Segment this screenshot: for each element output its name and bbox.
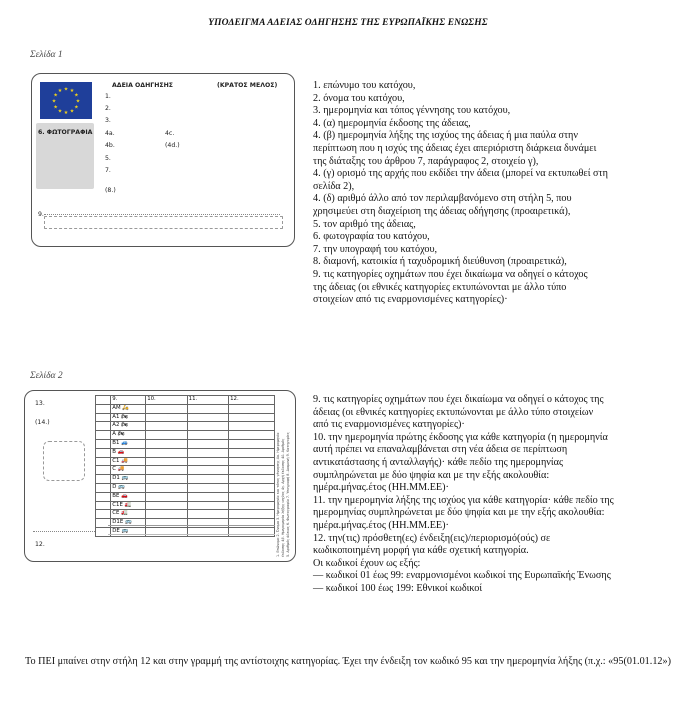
- grid-cell: [229, 431, 275, 440]
- page1-desc-line: 9. τις κατηγορίες οχημάτων που έχει δικαίωμα να οδηγεί ο κάτοχος: [313, 268, 588, 280]
- grid-cell: [187, 431, 228, 440]
- grid-cell: [146, 466, 187, 475]
- grid-cell: [96, 492, 111, 501]
- bus-icon: 🚌: [118, 483, 125, 490]
- grid-cell: [146, 483, 187, 492]
- grid-cell: [146, 439, 187, 448]
- page1-desc-line: περίπτωση που η ισχύς της άδειας έχει απεριόριστη διάρκεια δυνάμει: [313, 142, 597, 154]
- category-label: AM: [112, 404, 121, 411]
- category-b1: [111, 439, 146, 448]
- category-label: A: [112, 431, 116, 438]
- grid-cell: [229, 439, 275, 448]
- field-4c: 4c.: [165, 130, 175, 137]
- grid-cell: [229, 413, 275, 422]
- page2-label: Σελίδα 2: [30, 371, 63, 381]
- page1-label: Σελίδα 1: [30, 50, 63, 60]
- side-legend-line: 5. Αριθμός άδειας 6. Φωτογραφία 7. Υπογραφή 8. Διαμονή 9. Κατηγορίες: [286, 432, 291, 557]
- page2-description: [313, 394, 614, 596]
- field-9: 9.: [38, 211, 44, 218]
- category-am: [111, 404, 146, 413]
- page2-desc-line: αυτή πρέπει να επαναλαμβάνεται στη νέα άδεια σε περίπτωση: [313, 444, 568, 456]
- grid-cell: [187, 448, 228, 457]
- page1-desc-line: 1. επώνυμο του κατόχου,: [313, 80, 416, 91]
- motorcycle-icon: 🏍: [121, 422, 128, 429]
- bus-trailer-icon: 🚌: [124, 519, 132, 526]
- field-1: 1.: [105, 93, 111, 100]
- svg-text:★: ★: [74, 92, 79, 99]
- svg-text:★: ★: [57, 88, 63, 94]
- col-9-header: 9.: [111, 396, 146, 405]
- page2-desc-line: 9. τις κατηγορίες οχημάτων που έχει δικαίωμα να οδηγεί ο κάτοχος της: [313, 394, 604, 405]
- grid-cell: [187, 483, 228, 492]
- category-d1e: [111, 519, 146, 528]
- card-header-left: ΑΔΕΙΑ ΟΔΗΓΗΣΗΣ: [112, 82, 174, 89]
- grid-cell: [96, 422, 111, 431]
- page1-desc-line: 2. όνομα του κατόχου,: [313, 92, 405, 104]
- grid-cell: [96, 413, 111, 422]
- page2-desc-line: — κωδικοί 100 έως 199: Εθνικοί κωδικοί: [313, 582, 483, 594]
- svg-text:★: ★: [69, 108, 75, 115]
- grid-cell: [146, 501, 187, 510]
- category-label: A1: [112, 413, 120, 420]
- truck-trailer-icon: 🚛: [124, 501, 132, 508]
- side-legend: [276, 397, 291, 557]
- card-header-right: (ΚΡΑΤΟΣ ΜΕΛΟΣ): [217, 82, 278, 89]
- category-d: [111, 483, 146, 492]
- motorcycle-icon: 🏍: [121, 413, 128, 420]
- grid-cell: [187, 413, 228, 422]
- grid-cell: [146, 422, 187, 431]
- grid-cell: [96, 519, 111, 528]
- page1-desc-line: 6. φωτογραφία του κατόχου,: [313, 231, 430, 243]
- grid-cell: [96, 448, 111, 457]
- photo-label: 6. ΦΩΤΟΓΡΑΦΙΑ: [38, 129, 93, 136]
- grid-cell: [229, 422, 275, 431]
- side-legend-line: έκδοσης 4β. Ημερομηνία λήξης ισχύος 4γ. Αρχή έκδοσης 4δ. Αριθμός: [281, 438, 286, 557]
- page2-desc-line: ημέρα.μήνας.έτος (ΗΗ.ΜΜ.ΕΕ)·: [313, 519, 449, 531]
- motorcycle-icon: 🏍: [117, 431, 125, 438]
- category-a1: [111, 413, 146, 422]
- page1-desc-line: χρησιμεύει στη διαχείριση της άδειας οδήγησης (προαιρετικά),: [313, 205, 571, 217]
- eu-flag-icon: [40, 82, 92, 119]
- truck-icon: 🚚: [117, 466, 125, 473]
- grid-cell: [187, 475, 228, 484]
- grid-cell: [187, 510, 228, 519]
- category-label: DE: [112, 527, 120, 534]
- category-b: [111, 448, 146, 457]
- svg-text:★: ★: [69, 88, 75, 94]
- field-13-line: [33, 531, 95, 532]
- grid-extra-line: [108, 534, 275, 535]
- category-label: D1: [112, 475, 120, 482]
- page2-desc-line: άδειας (οι εθνικές κατηγορίες εκτυπώνονται με άλλο τύπο στοιχείων: [313, 406, 594, 418]
- category-be: [111, 492, 146, 501]
- page1-desc-line: 8. διαμονή, κατοικία ή ταχυδρομική διεύθυνση (προαιρετικά),: [313, 256, 567, 268]
- category-c: [111, 466, 146, 475]
- truck-icon: 🚚: [121, 457, 128, 464]
- col-12-header: 12.: [229, 396, 275, 405]
- grid-cell: [96, 431, 111, 440]
- category-c1e: [111, 501, 146, 510]
- page2-desc-line: — κωδικοί 01 έως 99: εναρμονισμένοι κωδικοί της Ευρωπαϊκής Ένωσης: [313, 570, 611, 582]
- grid-cell: [146, 431, 187, 440]
- col-11-header: 11.: [187, 396, 228, 405]
- grid-cell: [229, 457, 275, 466]
- page1-desc-line: 4. (γ) ορισμό της αρχής που εκδίδει την άδεια (μπορεί να εκτυπωθεί στη: [313, 168, 608, 180]
- grid-cell: [229, 483, 275, 492]
- categories-table: [95, 395, 275, 537]
- grid-cell: [229, 510, 275, 519]
- grid-cell: [229, 466, 275, 475]
- grid-cell: [146, 413, 187, 422]
- field-9-box: [44, 216, 283, 229]
- grid-cell: [187, 439, 228, 448]
- category-label: BE: [112, 492, 120, 499]
- category-a: [111, 431, 146, 440]
- page1-desc-line: σελίδα 2),: [313, 180, 355, 192]
- svg-text:★: ★: [63, 86, 69, 93]
- moped-icon: 🛵: [122, 404, 130, 411]
- field-4b: 4b.: [105, 142, 115, 149]
- grid-cell: [229, 501, 275, 510]
- field-3: 3.: [105, 117, 111, 124]
- page2-desc-line: 12. την(τις) πρόσθετη(ες) ένδειξη(εις)/περιορισμό(ούς) σε: [313, 532, 551, 544]
- grid-cell: [229, 404, 275, 413]
- side-legend-line: 1. Επώνυμο 2. Όνομα 3. Ημερομηνία και τόπος γέννησης 4α. Ημερομηνία: [276, 432, 280, 557]
- svg-text:★: ★: [57, 108, 63, 115]
- page2-desc-line: ημερομηνίας συμπληρώνεται με δύο ψηφία και με την εξής ακολουθία:: [313, 507, 605, 519]
- page2-desc-line: συμπληρώνεται με δύο ψηφία και με την εξής ακολουθία:: [313, 469, 550, 481]
- page1-desc-line: 4. (α) ημερομηνία έκδοσης της άδειας,: [313, 117, 471, 129]
- field-8: (8.): [105, 187, 116, 194]
- grid-cell: [146, 457, 187, 466]
- page1-desc-line: 4. (β) ημερομηνία λήξης της ισχύος της άδειας ή μια παύλα στην: [313, 130, 578, 142]
- grid-cell: [146, 475, 187, 484]
- category-a2: [111, 422, 146, 431]
- document-title: ΥΠΟΔΕΙΓΜΑ ΑΔΕΙΑΣ ΟΔΗΓΗΣΗΣ ΤΗΣ ΕΥΡΩΠΑΪΚΗΣ ΕΝΩΣΗΣ: [208, 18, 488, 28]
- grid-cell: [96, 483, 111, 492]
- grid-cell: [187, 501, 228, 510]
- category-ce: [111, 510, 146, 519]
- grid-cell: [187, 492, 228, 501]
- category-label: D1E: [112, 519, 124, 526]
- license-card-back: [24, 390, 296, 562]
- page2-desc-line: 10. την ημερομηνία πρώτης έκδοσης για κάθε κατηγορία (η ημερομηνία: [313, 431, 608, 443]
- car-trailer-icon: 🚗: [121, 492, 128, 499]
- category-label: CE: [112, 510, 120, 517]
- page2-desc-line: από τις εναρμονισμένες κατηγορίες)·: [313, 419, 465, 431]
- page1-desc-line: 4. (δ) αριθμό άλλο από τον περιλαμβανόμενο στη στήλη 5, που: [313, 193, 572, 205]
- page2-desc-line: 11. την ημερομηνία λήξης της ισχύος για κάθε κατηγορία· κάθε πεδίο της: [313, 494, 614, 506]
- field-4d: (4d.): [165, 142, 180, 149]
- grid-cell: [187, 466, 228, 475]
- bus-icon: 🚌: [121, 475, 129, 482]
- grid-cell: [187, 519, 228, 528]
- field-9-line: [44, 214, 280, 215]
- page2-desc-line: κωδικοποιημένη μορφή για κάθε σχετική κατηγορία.: [313, 545, 529, 557]
- grid-cell: [96, 475, 111, 484]
- grid-header-cell: [96, 396, 111, 405]
- footer-note: Το ΠΕΙ μπαίνει στην στήλη 12 και στην γραμμή της αντίστοιχης κατηγορίας. Έχει την ένδειξη τον κωδικό 95 και την ημερομηνία λήξης (π.χ.: «95(01.01.12»): [25, 656, 671, 667]
- page1-desc-line: της διάταξης του άρθρου 7, παράγραφος 2, στοιχείο γ),: [313, 155, 539, 167]
- category-label: C1: [112, 457, 120, 464]
- field-12: 12.: [35, 541, 45, 548]
- car-icon: 🚗: [117, 448, 125, 455]
- svg-text:★: ★: [63, 110, 69, 117]
- page2-desc-line: ημέρα.μήνας.έτος (ΗΗ.ΜΜ.ΕΕ)·: [313, 482, 449, 494]
- page1-desc-line: 5. τον αριθμό της άδειας,: [313, 218, 416, 230]
- page1-desc-line: της άδειας (οι εθνικές κατηγορίες εκτυπώνονται με άλλο τύπο: [313, 281, 567, 293]
- grid-cell: [146, 492, 187, 501]
- field-7: 7.: [105, 167, 111, 174]
- grid-cell: [229, 475, 275, 484]
- quad-icon: 🚙: [121, 439, 128, 446]
- page1-desc-line: 3. ημερομηνία και τόπος γέννησης του κατόχου,: [313, 105, 511, 117]
- page2-desc-line: αντικατάστασης ή ανταλλαγής)· κάθε πεδίο της ημερομηνίας: [313, 456, 564, 468]
- field-2: 2.: [105, 105, 111, 112]
- bus-trailer-icon: 🚌: [121, 527, 129, 534]
- grid-cell: [146, 510, 187, 519]
- grid-cell: [146, 448, 187, 457]
- page1-description: [313, 80, 608, 307]
- page1-desc-line: 7. την υπογραφή του κατόχου,: [313, 243, 438, 255]
- category-label: B: [112, 448, 116, 455]
- grid-cell: [229, 448, 275, 457]
- category-c1: [111, 457, 146, 466]
- grid-cell: [96, 501, 111, 510]
- grid-cell: [146, 519, 187, 528]
- field-5: 5.: [105, 155, 111, 162]
- grid-cell: [187, 422, 228, 431]
- grid-cell: [96, 439, 111, 448]
- col-10-header: 10.: [146, 396, 187, 405]
- grid-cell: [187, 457, 228, 466]
- category-d1: [111, 475, 146, 484]
- category-label: C: [112, 466, 117, 473]
- field-14: (14.): [35, 419, 50, 426]
- hologram-area: [43, 441, 85, 481]
- page2-desc-line: Οι κωδικοί έχουν ως εξής:: [313, 557, 421, 569]
- truck-trailer-icon: 🚛: [121, 510, 128, 517]
- license-card-front: [31, 73, 295, 247]
- field-4a: 4a.: [105, 130, 115, 137]
- page1-desc-line: στοιχείων από τις εναρμονισμένες κατηγορίες)·: [313, 294, 508, 306]
- grid-extra-line: [108, 525, 275, 526]
- svg-text:★: ★: [53, 92, 58, 99]
- grid-cell: [229, 492, 275, 501]
- grid-cell: [96, 466, 111, 475]
- svg-text:★: ★: [75, 98, 81, 105]
- category-label: C1E: [112, 501, 123, 508]
- grid-cell: [96, 510, 111, 519]
- category-label: B1: [112, 439, 120, 446]
- eu-stars-icon: [40, 82, 92, 119]
- grid-cell: [146, 404, 187, 413]
- field-13: 13.: [35, 400, 45, 407]
- svg-text:★: ★: [51, 98, 57, 105]
- svg-text:★: ★: [53, 104, 58, 111]
- grid-cell: [96, 404, 111, 413]
- category-label: A2: [112, 422, 120, 429]
- grid-cell: [96, 457, 111, 466]
- svg-text:★: ★: [74, 104, 79, 111]
- grid-cell: [187, 404, 228, 413]
- grid-cell: [229, 519, 275, 528]
- category-label: D: [112, 483, 117, 490]
